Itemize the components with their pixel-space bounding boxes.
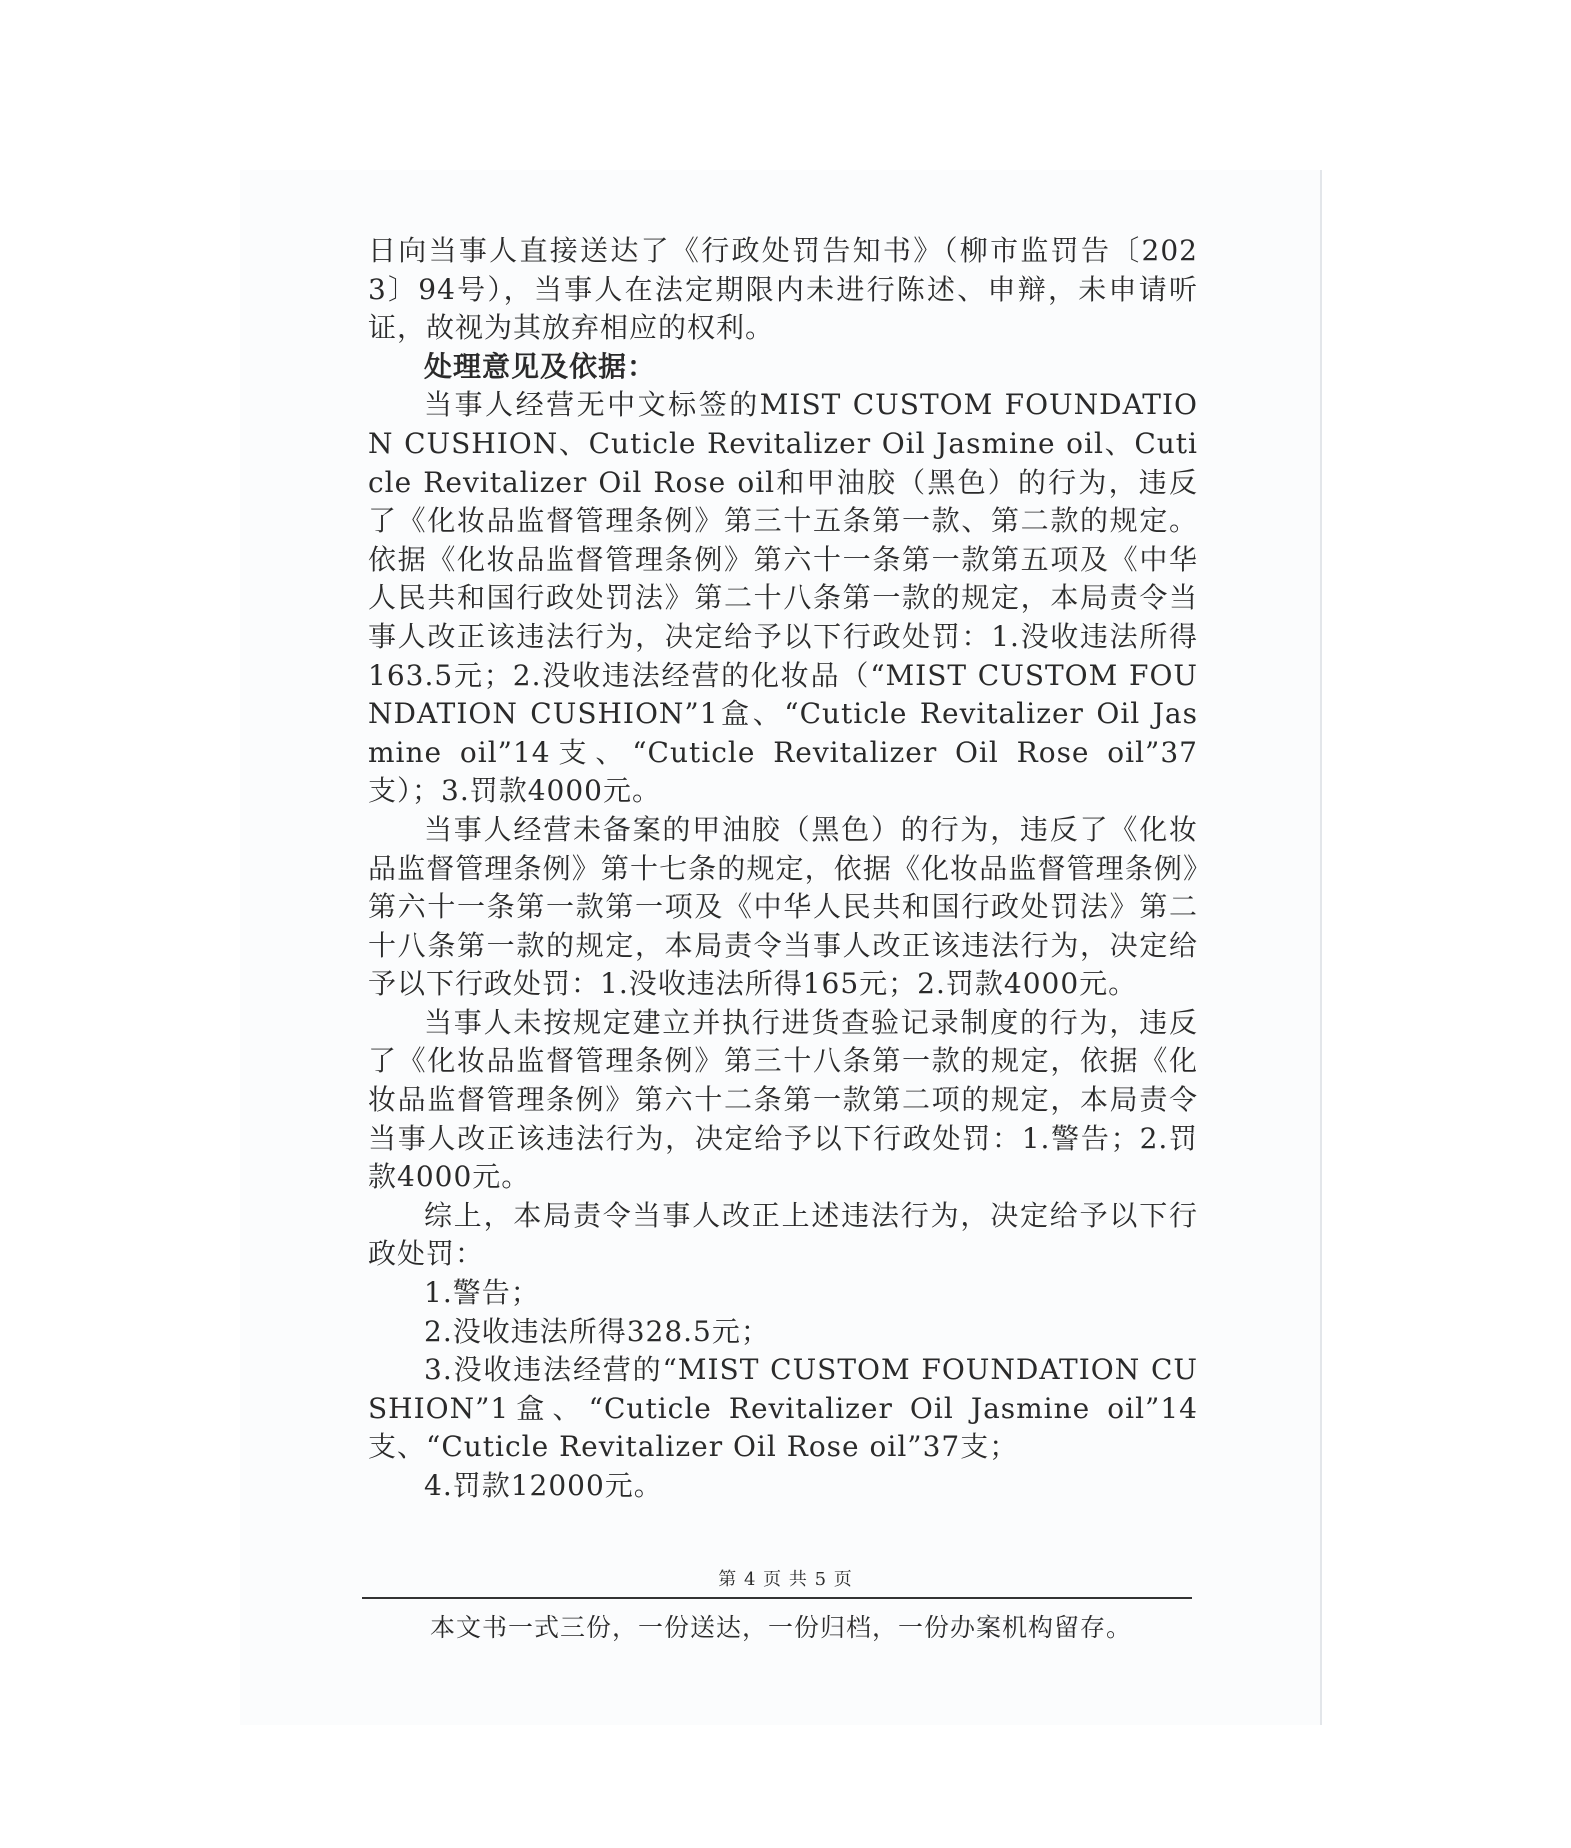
- section-heading-handling-opinion: 处理意见及依据：: [424, 349, 657, 383]
- paragraph-notice-delivery: 日向当事人直接送达了《行政处罚告知书》（柳市监罚告〔2023〕94号），当事人在法定期限内未进行陈述、申辩，未申请听证，故视为其放弃相应的权利。: [368, 234, 1198, 345]
- penalty-item-confiscate-goods: 3.没收违法经营的“MIST CUSTOM FOUNDATION CUSHION”1盒、“Cuticle Revitalizer Oil Jasmine oil”14支、“Cuticle Revitalizer Oil Rose oil”37支；: [368, 1353, 1198, 1464]
- penalty-item-fine: 4.罚款12000元。: [424, 1469, 663, 1502]
- paragraph-violation-unregistered: 当事人经营未备案的甲油胶（黑色）的行为，违反了《化妆品监督管理条例》第十七条的规定，依据《化妆品监督管理条例》第六十一条第一款第一项及《中华人民共和国行政处罚法》第二十八条第一款的规定，本局责令当事人改正该违法行为，决定给予以下行政处罚：1.没收违法所得165元；2.罚款4000元。: [368, 812, 1198, 1001]
- paragraph-summary: 综上，本局责令当事人改正上述违法行为，决定给予以下行政处罚：: [368, 1198, 1198, 1271]
- document-body: [368, 232, 1198, 1506]
- footer-divider: [362, 1597, 1192, 1599]
- footer-note: 本文书一式三份，一份送达，一份归档，一份办案机构留存。: [430, 1613, 1133, 1642]
- penalty-item-confiscate-income: 2.没收违法所得328.5元；: [424, 1314, 770, 1348]
- penalty-item-warning: 1.警告；: [424, 1276, 540, 1310]
- paragraph-violation-labeling: 当事人经营无中文标签的MIST CUSTOM FOUNDATION CUSHION、Cuticle Revitalizer Oil Jasmine oil、Cuticle Revitalizer Oil Rose oil和甲油胶（黑色）的行为，违反了《化妆品监督管理条例》第三十五条第一款、第二款的规定。依据《化妆品监督管理条例》第六十一条第一款第五项及《中华人民共和国行政处罚法》第二十八条第一款的规定，本局责令当事人改正该违法行为，决定给予以下行政处罚：1.没收违法所得163.5元；2.没收违法经营的化妆品（“MIST CUSTOM FOUNDATION CUSHION”1盒、“Cuticle Revitalizer Oil Jasmine oil”14支、“Cuticle Revitalizer Oil Rose oil”37支）；3.罚款4000元。: [368, 388, 1198, 808]
- paragraph-violation-inspection-records: 当事人未按规定建立并执行进货查验记录制度的行为，违反了《化妆品监督管理条例》第三十八条第一款的规定，依据《化妆品监督管理条例》第六十二条第一款第二项的规定，本局责令当事人改正该违法行为，决定给予以下行政处罚：1.警告；2.罚款4000元。: [368, 1005, 1198, 1194]
- page-number: 第 4 页 共 5 页: [718, 1569, 853, 1590]
